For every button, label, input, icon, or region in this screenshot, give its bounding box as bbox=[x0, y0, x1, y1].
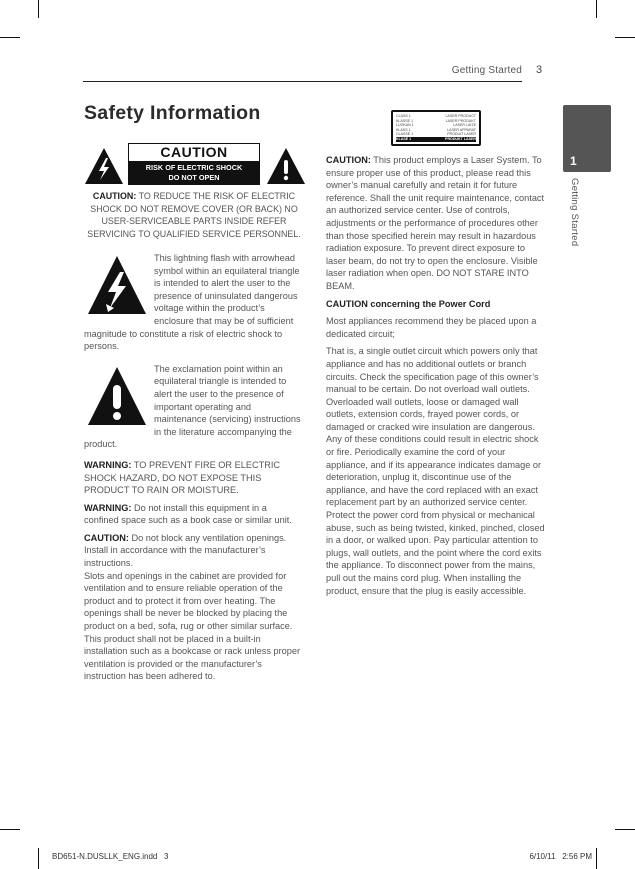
crop-mark-top-right-h bbox=[615, 37, 635, 38]
laser-caution bbox=[326, 154, 545, 293]
page-title: Safety Information bbox=[84, 102, 261, 124]
crop-mark-top-left-v bbox=[38, 0, 39, 18]
power-cord-paragraph-2: That is, a single outlet circuit which powers only that appliance and has no additional outlets or branch circuits. Check the specification page of this owner’s manual to be certain. Do not overload wall outlets. Overloaded wall outlets, loose or damaged wall outlets, extension cords, frayed power cords, or damaged or cracked wire insulation are dangerous. Any of these conditions could result in electric shock or fire. Periodically examine the cord of your appliance, and if its appearance indicates damage or deterioration, unplug it, discontinue use of the appliance, and have the cord replaced with an exact replacement part by an authorized service center. Protect the power cord from physical or mechanical abuse, such as being twisted, kinked, pinched, closed in a door, or walked upon. Pay particular attention to plugs, wall outlets, and the point where the cord exits the appliance. To disconnect power from the mains, pull out the mains cord plug. When installing the product, ensure that the plug is easily accessible. bbox=[326, 346, 545, 596]
caution-heading: CAUTION bbox=[129, 144, 259, 161]
slots-openings-text: Slots and openings in the cabinet are provided for ventilation and to ensure reliable operation of the product and to protect it from over heating. The openings shall be never be blocked by placing the product on a bed, sofa, rug or other similar surface. This product shall not be placed in a built-in installation such as a bookcase or rack unless proper ventilation is provided or the manufacturer’s instruction has been adhered to. bbox=[84, 570, 301, 682]
running-header-section: Getting Started bbox=[451, 65, 522, 76]
caution-warning-paragraph bbox=[84, 190, 304, 240]
caution-sign bbox=[84, 143, 304, 187]
exclamation-triangle-icon bbox=[86, 365, 148, 427]
caution-paragraph-label: CAUTION: bbox=[92, 191, 137, 201]
crop-mark-top-right-v bbox=[596, 0, 597, 18]
lightning-text: This lightning flash with arrowhead symbol within an equilateral triangle is intended to alert the user to the presence of uninsulated dangerous voltage within the product’s enclosure that may be of sufficient magnitude to constitute a risk of electric shock to persons. bbox=[84, 253, 300, 352]
crop-mark-bottom-left-h bbox=[0, 829, 20, 830]
right-column bbox=[326, 154, 545, 602]
crop-mark-top-left-h bbox=[0, 37, 20, 38]
warning-text: TO PREVENT FIRE OR ELECTRIC SHOCK HAZARD, DO NOT EXPOSE THIS PRODUCT TO RAIN OR MOISTURE. bbox=[84, 459, 281, 496]
exclamation-text: The exclamation point within an equilateral triangle is intended to alert the user to the presence of important operating and maintenance (servicing) instructions in the literature accompanying the product. bbox=[84, 363, 301, 450]
warning-rain-moisture bbox=[84, 459, 304, 497]
caution-line-1: RISK OF ELECTRIC SHOCK bbox=[145, 163, 243, 172]
laser-label-row: KLASS 1 LASER APPARAT bbox=[396, 127, 476, 132]
crop-mark-bottom-right-v bbox=[596, 848, 597, 869]
exclamation-triangle-icon bbox=[266, 147, 306, 185]
caution-subtext bbox=[129, 161, 259, 185]
power-cord-heading: CAUTION concerning the Power Cord bbox=[326, 298, 491, 309]
chapter-label: Getting Started bbox=[569, 178, 580, 247]
caution-paragraph-text: TO REDUCE THE RISK OF ELECTRIC SHOCK DO NOT REMOVE COVER (OR BACK) NO USER-SERVICEABLE PARTS INSIDE REFER SERVICING TO QUALIFIED SERVICE PERSONNEL. bbox=[87, 191, 301, 239]
caution-label: CAUTION: bbox=[326, 155, 371, 165]
power-cord-paragraph-1: Most appliances recommend they be placed upon a dedicated circuit; bbox=[326, 316, 537, 339]
laser-label-row: CLASSE 1 PRODUIT LASER bbox=[396, 132, 476, 137]
laser-caution-text: This product employs a Laser System. To ensure proper use of this product, please read this owner’s manual carefully and retain it for future reference. Shall the unit require maintenance, contact an authorized service center. Use of controls, adjustments or the performance of procedures other than those specified herein may result in hazardous radiation exposure. To prevent direct exposure to laser beam, do not try to open the enclosure. Visible laser radiation when open. DO NOT STARE INTO BEAM. bbox=[326, 155, 545, 291]
lightning-triangle-icon bbox=[84, 147, 124, 185]
caution-label: CAUTION: bbox=[84, 532, 129, 543]
lightning-explanation bbox=[84, 252, 304, 353]
caution-text: Do not block any ventilation openings. Install in accordance with the manufacturer’s instructions. bbox=[84, 532, 287, 569]
footer-filename: BD651-N.DUSLLK_ENG.indd 3 bbox=[52, 852, 169, 861]
caution-ventilation bbox=[84, 532, 304, 570]
caution-label-box bbox=[128, 143, 260, 185]
warning-confined-space bbox=[84, 502, 304, 527]
exclamation-explanation bbox=[84, 363, 304, 451]
crop-mark-bottom-right-h bbox=[615, 829, 635, 830]
warning-text: Do not install this equipment in a confined space such as a book case or similar unit. bbox=[84, 502, 292, 526]
left-column bbox=[84, 252, 304, 688]
laser-class-label bbox=[391, 110, 481, 146]
lightning-triangle-icon bbox=[86, 254, 148, 316]
warning-label: WARNING: bbox=[84, 502, 132, 513]
header-rule bbox=[83, 81, 522, 82]
footer-timestamp: 6/10/11 2:56 PM bbox=[529, 852, 592, 861]
chapter-number: 1 bbox=[570, 154, 577, 168]
warning-label: WARNING: bbox=[84, 459, 132, 470]
laser-label-row: CLASS 1 LASER PRODUCT bbox=[396, 114, 476, 118]
laser-label-row: KLASSE 1 LASER PRODUKT bbox=[396, 118, 476, 123]
laser-label-row: KLASE 1 PRODUKT LASER bbox=[396, 136, 476, 141]
laser-label-row: LUOKAN 1 LASER LAITE bbox=[396, 123, 476, 128]
page-number: 3 bbox=[536, 64, 543, 76]
caution-line-2: DO NOT OPEN bbox=[168, 173, 220, 182]
crop-mark-bottom-left-v bbox=[38, 848, 39, 869]
